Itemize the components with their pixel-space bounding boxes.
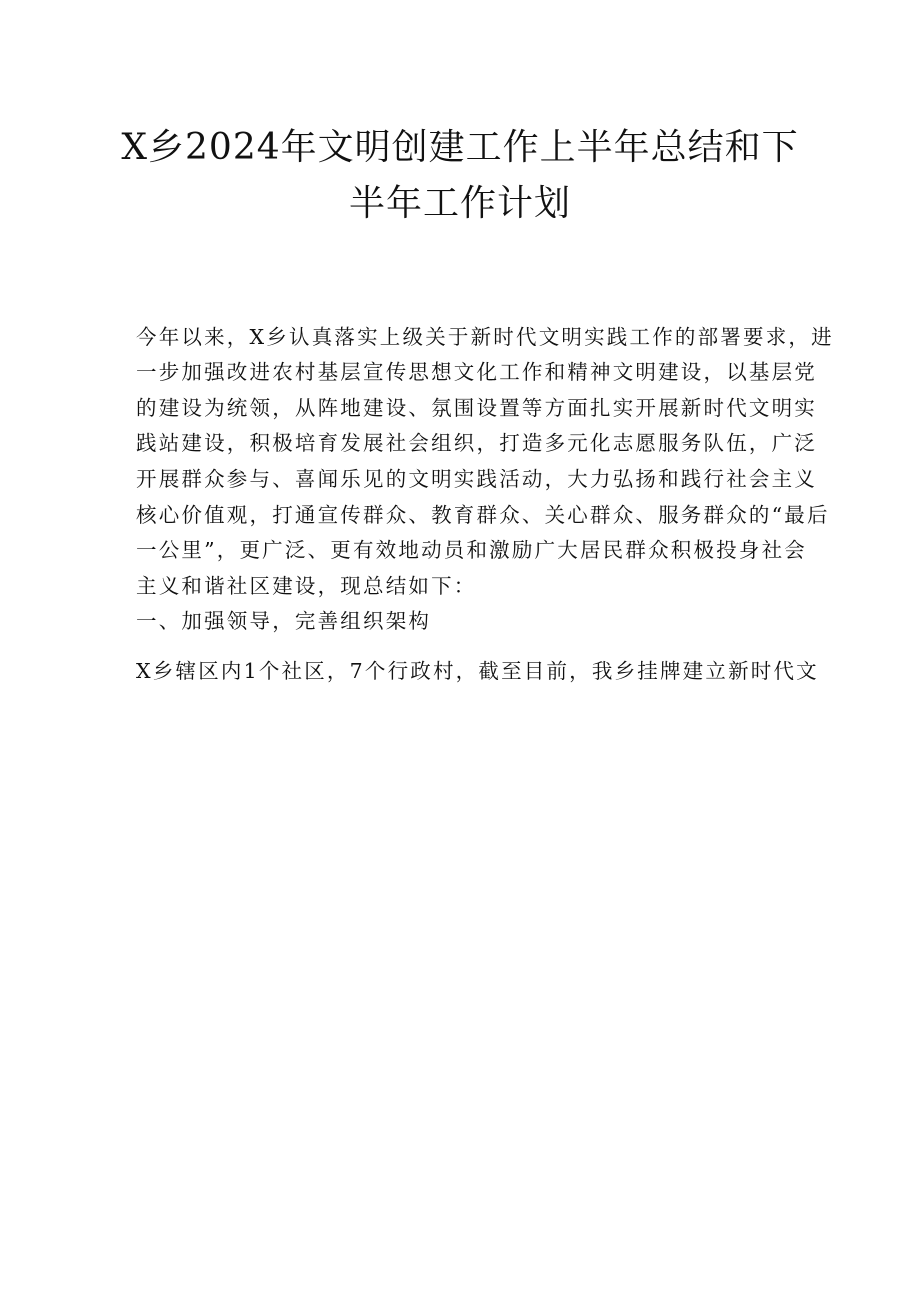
body-line-9: 一、加强领导，完善组织架构 (136, 609, 432, 633)
body-line-2: 一步加强改进农村基层宣传思想文化工作和精神文明建设，以基层党 (136, 360, 817, 384)
body-line-3: 的建设为统领，从阵地建设、氛围设置等方面扎实开展新时代文明实 (136, 396, 817, 420)
body-line-5: 开展群众参与、喜闻乐见的文明实践活动，大力弘扬和践行社会主义 (136, 467, 817, 491)
section-heading-1: X乡辖区内1个社区，7个行政村，截至目前，我乡挂牌建立新时代文 (136, 659, 819, 683)
document-title-line-2: 半年工作计划 (348, 183, 571, 224)
body-line-4: 践站建设，积极培育发展社会组织，打造多元化志愿服务队伍，广泛 (136, 431, 817, 455)
body-line-8: 主义和谐社区建设，现总结如下： (136, 574, 477, 598)
body-line-6: 核心价值观，打通宣传群众、教育群众、关心群众、服务群众的“最后 (136, 503, 830, 527)
body-line-1: 今年以来，X乡认真落实上级关于新时代文明实践工作的部署要求，进 (136, 325, 834, 349)
body-line-7: 一公里”，更广泛、更有效地动员和激励广大居民群众积极投身社会 (136, 538, 807, 562)
document-title-line-1: X乡2024年文明创建工作上半年总结和下 (121, 127, 799, 168)
